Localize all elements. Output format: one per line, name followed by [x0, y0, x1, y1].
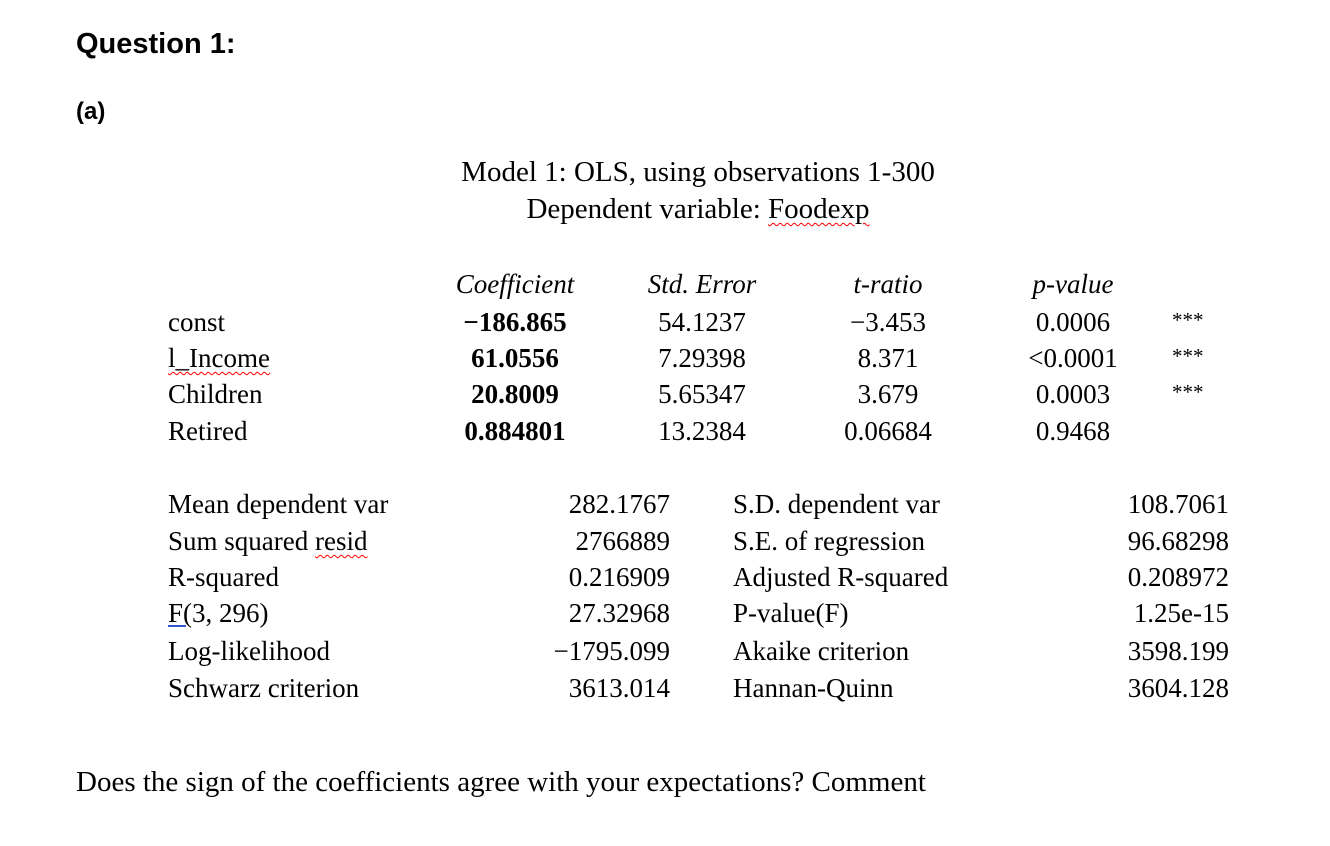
stat-label-schwarz: Schwarz criterion [168, 673, 360, 703]
stderr-children: 5.65347 [658, 379, 746, 409]
stat-label-resid-word: resid [314, 526, 368, 556]
stderr-l-income: 7.29398 [658, 343, 746, 373]
dependent-variable-name: Foodexp [768, 193, 870, 225]
coef-children: 20.8009 [471, 379, 559, 409]
tratio-retired: 0.06684 [844, 416, 932, 446]
row-name-const: const [168, 307, 225, 337]
model-title: Model 1: OLS, using observations 1-300 [461, 156, 935, 188]
stat-label-f-stat: F(3, 296) [168, 598, 269, 628]
stat-value-hannan-quinn: 3604.128 [1127, 673, 1229, 703]
pvalue-const: 0.0006 [1035, 307, 1111, 337]
stat-value-f-stat: 27.32968 [568, 598, 670, 628]
pvalue-l-income: <0.0001 [1028, 343, 1118, 373]
stat-value-schwarz: 3613.014 [568, 673, 670, 703]
header-p-value: p-value [1032, 269, 1114, 299]
pvalue-children: 0.0003 [1035, 379, 1111, 409]
tratio-l-income: 8.371 [857, 343, 919, 373]
row-name-retired: Retired [168, 416, 248, 446]
dependent-variable-prefix: Dependent variable: [526, 193, 769, 225]
stars-children: *** [1172, 380, 1204, 404]
stat-value-mean-dep-var: 282.1767 [568, 489, 670, 519]
stars-const: *** [1172, 308, 1204, 332]
stat-label-p-value-f: P-value(F) [733, 598, 849, 628]
question-prompt: Does the sign of the coefficients agree with your expectations? Comment [76, 766, 926, 798]
stat-label-hannan-quinn: Hannan-Quinn [733, 673, 894, 703]
header-std-error: Std. Error [647, 269, 757, 299]
stderr-retired: 13.2384 [658, 416, 746, 446]
stat-label-r-squared: R-squared [168, 562, 279, 592]
row-name-l-income: l_Income [168, 343, 270, 373]
dependent-variable-line [348, 193, 1048, 226]
stat-value-sum-squared-resid: 2766889 [575, 526, 670, 556]
stderr-const: 54.1237 [658, 307, 746, 337]
stat-value-se-regression: 96.68298 [1127, 526, 1229, 556]
header-coefficient: Coefficient [455, 269, 575, 299]
stat-value-r-squared: 0.216909 [568, 562, 670, 592]
coef-retired: 0.884801 [464, 416, 566, 446]
stat-label-mean-dep-var: Mean dependent var [168, 489, 389, 519]
row-name-children: Children [168, 379, 263, 409]
coef-l-income: 61.0556 [471, 343, 559, 373]
stat-value-log-likelihood: −1795.099 [553, 636, 670, 666]
stat-label-sd-dep-var: S.D. dependent var [733, 489, 940, 519]
stat-label-sum-squared-resid: Sum squared resid [168, 526, 368, 556]
stars-l-income: *** [1172, 344, 1204, 368]
stat-label-se-regression: S.E. of regression [733, 526, 925, 556]
pvalue-retired: 0.9468 [1035, 416, 1111, 446]
coef-const: −186.865 [463, 307, 567, 337]
tratio-children: 3.679 [857, 379, 919, 409]
question-part-label: (a) [76, 98, 106, 125]
stat-value-sd-dep-var: 108.7061 [1127, 489, 1229, 519]
stat-label-f-letter: F( [168, 598, 193, 628]
tratio-const: −3.453 [850, 307, 926, 337]
question-title: Question 1: [76, 28, 236, 60]
stat-label-log-likelihood: Log-likelihood [168, 636, 330, 666]
stat-label-akaike: Akaike criterion [733, 636, 910, 666]
header-t-ratio: t-ratio [853, 269, 923, 299]
stat-label-adj-r-squared: Adjusted R-squared [733, 562, 949, 592]
stat-value-p-value-f: 1.25e-15 [1133, 598, 1229, 628]
stat-value-adj-r-squared: 0.208972 [1127, 562, 1229, 592]
stat-value-akaike: 3598.199 [1127, 636, 1229, 666]
